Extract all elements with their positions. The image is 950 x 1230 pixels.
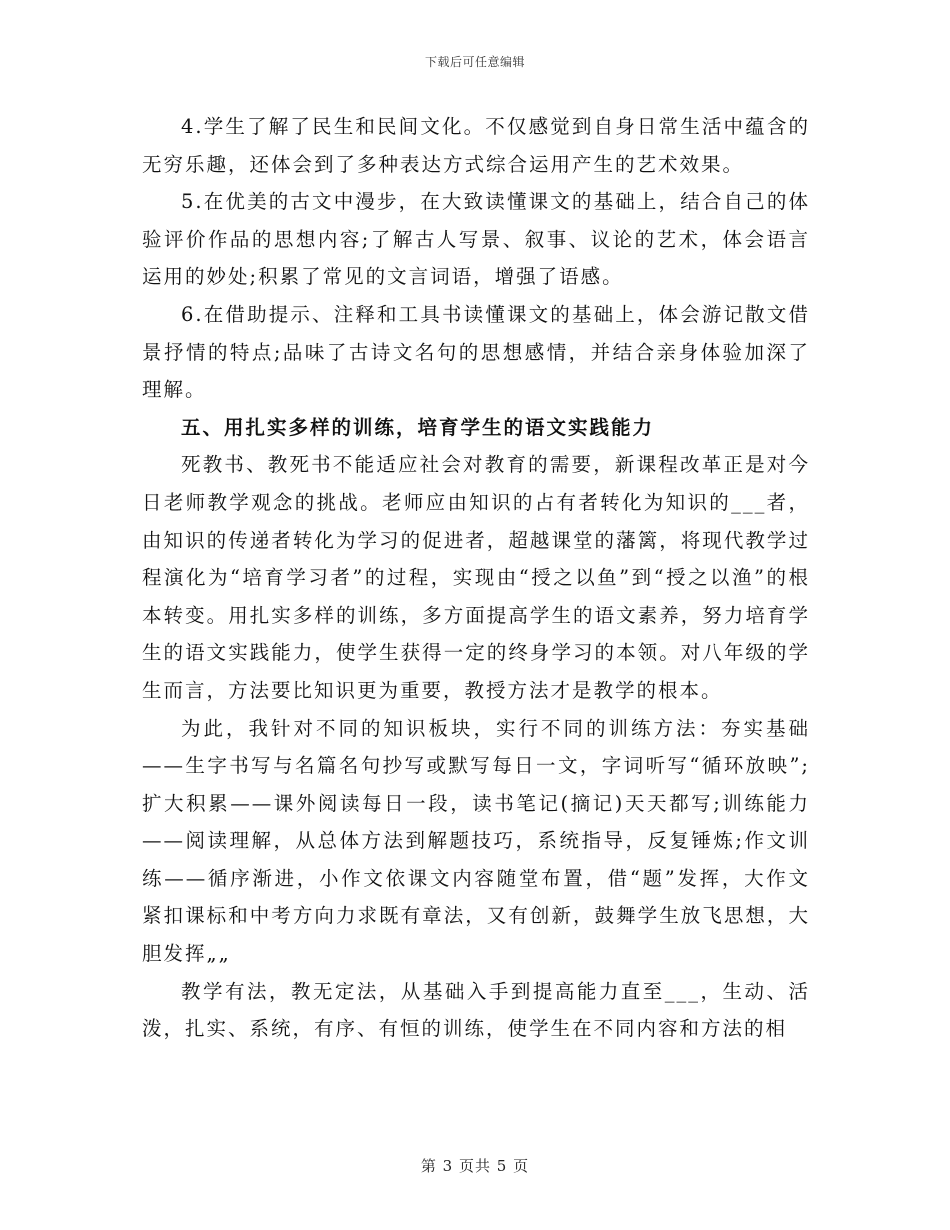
paragraph-1: 4.学生了解了民生和民间文化。不仅感觉到自身日常生活中蕴含的无穷乐趣，还体会到了多种表达方式综合运用产生的艺术效果。 xyxy=(142,115,810,176)
page-number: 第 3 页共 5 页 xyxy=(420,1157,530,1175)
paragraph-5: 为此，我针对不同的知识板块，实行不同的训练方法：夯实基础——生字书写与名篇名句抄写或默写每日一文，字词听写“循环放映”;扩大积累——课外阅读每日一段，读书笔记(摘记)天天都写;训练能力——阅读理解，从总体方法到解题技巧，系统指导，反复锤炼;作文训练——循序渐进，小作文依课文内容随堂布置，借“题”发挥，大作文紧扣课标和中考方向力求既有章法，又有创新，鼓舞学生放飞思想，大胆发挥„„ xyxy=(142,716,810,966)
document-body xyxy=(142,108,810,1048)
paragraph-4: 死教书、教死书不能适应社会对教育的需要，新课程改革正是对今日老师教学观念的挑战。老师应由知识的占有者转化为知识的___者，由知识的传递者转化为学习的促进者，超越课堂的藩篱，将现代教学过程演化为“培育学习者”的过程，实现由“授之以鱼”到“授之以渔”的根本转变。用扎实多样的训练，多方面提高学生的语文素养，努力培育学生的语文实践能力，使学生获得一定的终身学习的本领。对八年级的学生而言，方法要比知识更为重要，教授方法才是教学的根本。 xyxy=(142,453,810,702)
paragraph-6: 教学有法，教无定法，从基础入手到提高能力直至___，生动、活泼，扎实、系统，有序、有恒的训练，使学生在不同内容和方法的相 xyxy=(142,979,810,1041)
section-heading: 五、用扎实多样的训练，培育学生的语文实践能力 xyxy=(181,415,655,439)
page-header: 下载后可任意编辑 xyxy=(424,55,525,69)
paragraph-2: 5.在优美的古文中漫步，在大致读懂课文的基础上，结合自己的体验评价作品的思想内容;了解古人写景、叙事、议论的艺术，体会语言运用的妙处;积累了常见的文言词语，增强了语感。 xyxy=(142,190,810,289)
paragraph-3: 6.在借助提示、注释和工具书读懂课文的基础上，体会游记散文借景抒情的特点;品味了古诗文名句的思想感情，并结合亲身体验加深了理解。 xyxy=(142,302,810,402)
